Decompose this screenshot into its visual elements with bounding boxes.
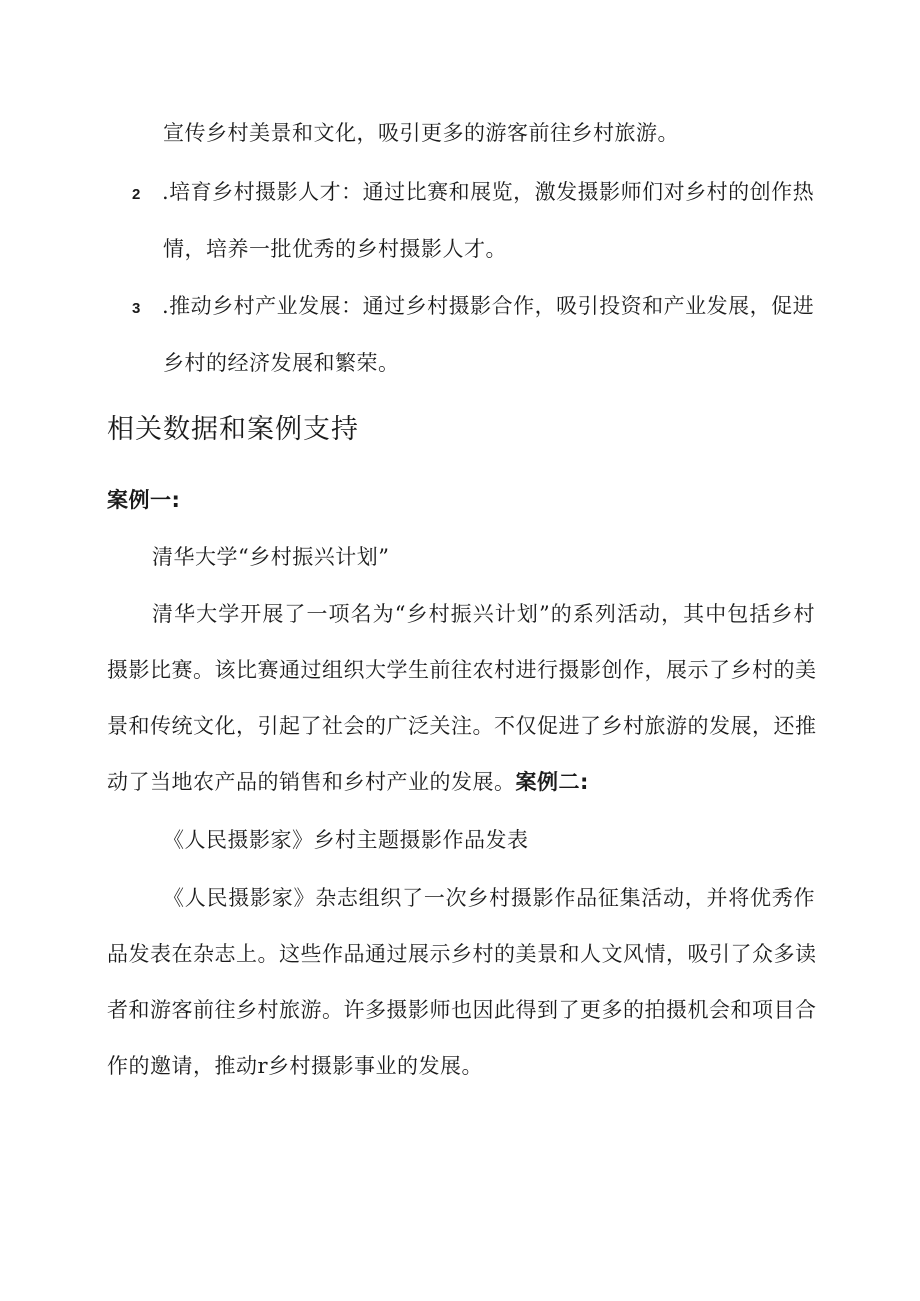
case-2-line-3: 者和游客前往乡村旅游。许多摄影师也因此得到了更多的拍摄机会和项目合: [107, 998, 817, 1022]
case-1-label: 案例一:: [107, 488, 181, 512]
list-item-3-number: 3: [132, 300, 141, 317]
list-item-2-continuation: 情，培养一批优秀的乡村摄影人才。: [163, 237, 507, 261]
case-2-title: 《人民摄影家》乡村主题摄影作品发表: [163, 828, 529, 852]
list-item-3-text: .推动乡村产业发展：通过乡村摄影合作，吸引投资和产业发展，促进: [162, 294, 815, 318]
section-heading: 相关数据和案例支持: [107, 414, 359, 445]
case-1-line-4: [107, 768, 589, 796]
case-2-line-4: 作的邀请，推动r乡村摄影事业的发展。: [107, 1054, 484, 1078]
case-2-line-1: 《人民摄影家》杂志组织了一次乡村摄影作品征集活动，并将优秀作: [163, 886, 815, 910]
case-1-line-2: 摄影比赛。该比赛通过组织大学生前往农村进行摄影创作，展示了乡村的美: [107, 658, 817, 682]
list-item-1-continuation: 宣传乡村美景和文化，吸引更多的游客前往乡村旅游。: [163, 121, 679, 145]
case-1-title: 清华大学“乡村振兴计划”: [152, 545, 390, 569]
case-1-line-3: 景和传统文化，引起了社会的广泛关注。不仅促进了乡村旅游的发展，还推: [107, 714, 817, 738]
case-2-line-2: 品发表在杂志上。这些作品通过展示乡村的美景和人文风情，吸引了众多读: [107, 942, 817, 966]
case-1-line-4-text: 动了当地农产品的销售和乡村产业的发展。: [107, 770, 516, 794]
list-item-3-continuation: 乡村的经济发展和繁荣。: [163, 351, 400, 375]
case-1-line-1: 清华大学开展了一项名为“乡村振兴计划”的系列活动，其中包括乡村: [152, 602, 815, 626]
list-item-2: [132, 178, 814, 209]
list-item-2-text: .培育乡村摄影人才：通过比赛和展览，激发摄影师们对乡村的创作热: [162, 180, 815, 204]
list-item-3: [132, 292, 814, 323]
list-item-2-number: 2: [132, 186, 141, 203]
case-2-label: 案例二:: [515, 770, 589, 794]
